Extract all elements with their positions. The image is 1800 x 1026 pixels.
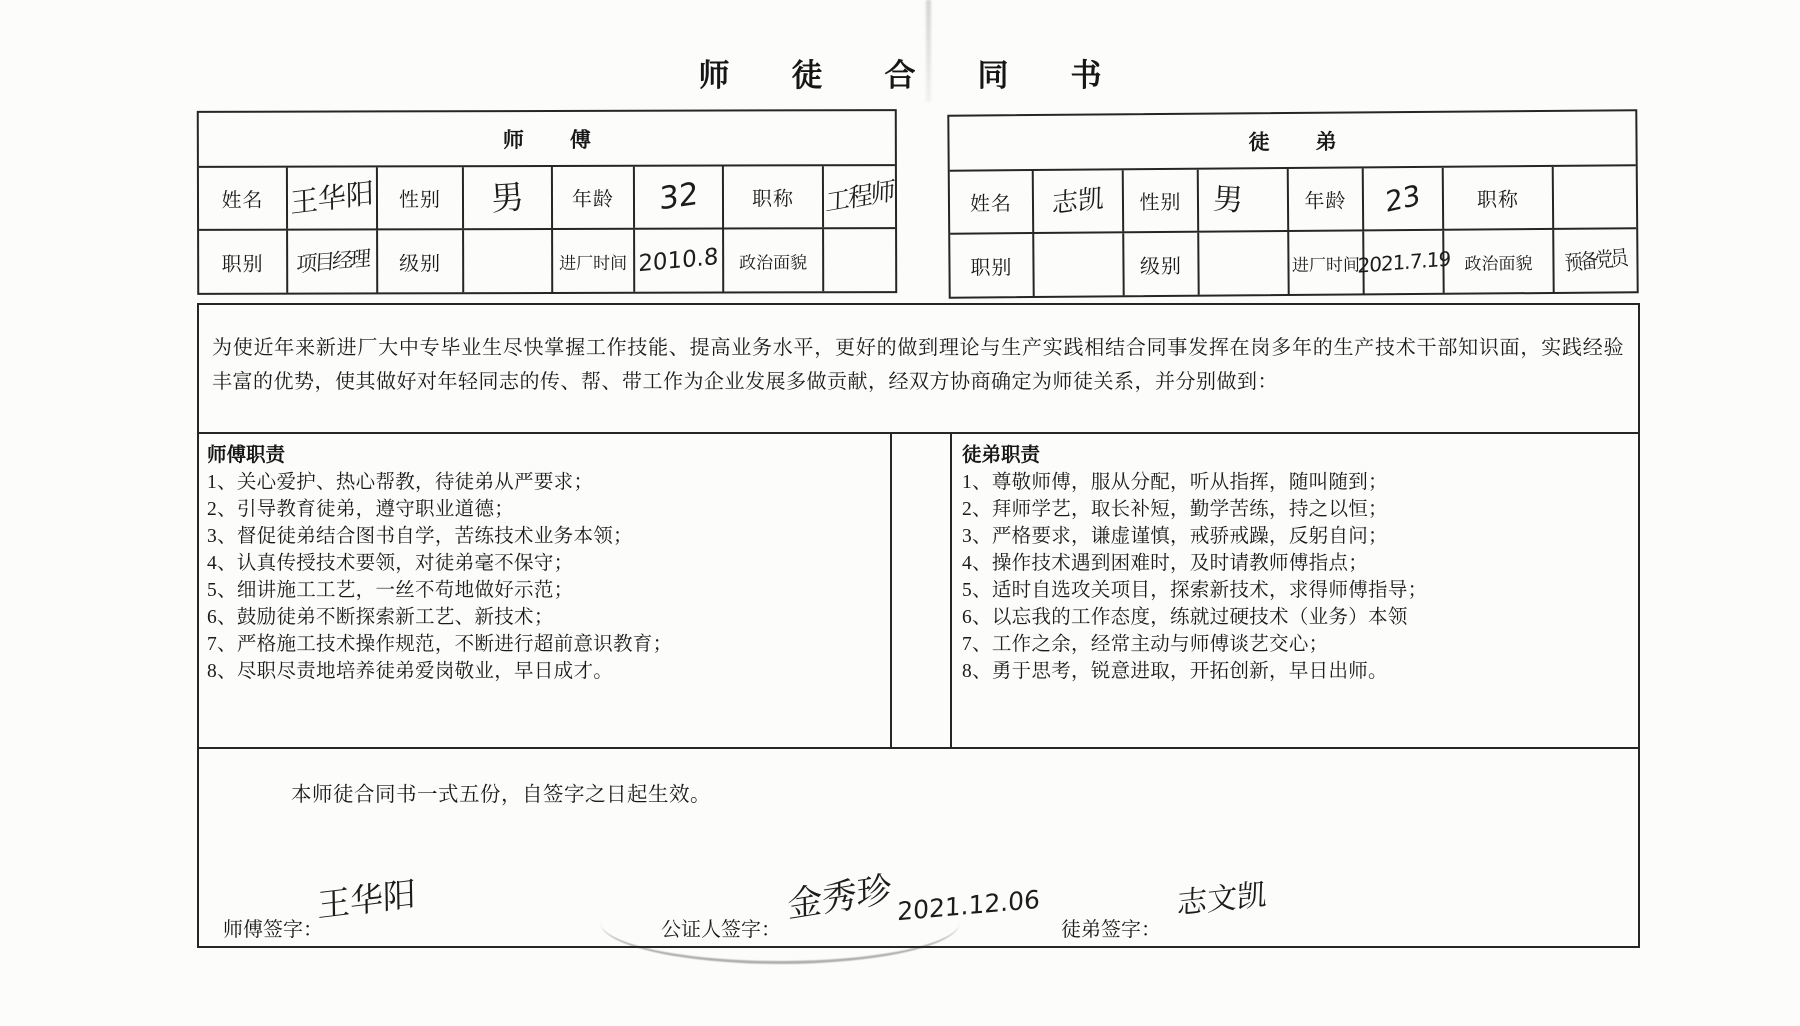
apprentice-title-label: 职称 <box>1442 167 1552 229</box>
apprentice-name-label: 姓名 <box>969 193 1013 216</box>
apprentice-entry-handwritten: 2021.7.19 <box>1356 246 1451 278</box>
master-signature-handwritten: 王华阳 <box>317 873 416 926</box>
apprentice-duty-item: 6、以忘我的工作态度，练就过硬技术（业务）本领 <box>962 607 1408 628</box>
master-age-cell <box>633 167 722 228</box>
apprentice-political-cell <box>1552 229 1636 292</box>
master-duty-item: 2、引导教育徒弟，遵守职业道德； <box>207 499 515 520</box>
apprentice-name-handwritten: 志凯 <box>1051 183 1105 220</box>
master-name-handwritten: 王华阳 <box>289 175 374 220</box>
apprentice-rank-label: 职别 <box>970 256 1013 280</box>
apprentice-duty-item: 3、严格要求，谦虚谨慎，戒骄戒躁，反躬自问； <box>962 526 1388 547</box>
sign-date-handwritten: 2021.12.06 <box>897 884 1041 927</box>
master-duty-item: 4、认真传授技术要领，对徒弟毫不保守； <box>207 553 574 574</box>
master-duty-item: 1、关心爱护、热心帮教，待徒弟从严要求； <box>207 472 594 493</box>
document-title: 师徒合同书 <box>698 58 1164 93</box>
contract-body-box <box>197 303 1640 948</box>
master-title-label: 职称 <box>722 166 822 227</box>
notary-sign-label: 公证人签字： <box>661 919 781 941</box>
apprentice-sign-label: 徒弟签字： <box>1061 919 1161 941</box>
master-entry-label: 进厂时间 <box>551 230 633 292</box>
master-political-cell <box>822 229 895 291</box>
master-duty-item: 3、督促徒弟结合图书自学，苦练技术业务本领； <box>207 526 633 547</box>
master-entry-cell <box>633 230 722 292</box>
apprentice-duty-item: 7、工作之余，经常主动与师傅谈艺交心； <box>962 634 1329 655</box>
master-duties-title: 师傅职责 <box>207 445 286 466</box>
master-political-label: 政治面貌 <box>722 229 822 291</box>
master-section-title: 师傅 <box>502 127 637 152</box>
master-gender-cell <box>462 167 551 228</box>
effectiveness-note: 本师徒合同书一式五份，自签字之日起生效。 <box>291 784 711 806</box>
apprentice-gender-handwritten: 男 <box>1211 181 1245 218</box>
master-duty-item: 5、细讲施工工艺，一丝不苟地做好示范； <box>207 580 574 601</box>
apprentice-age-cell <box>1362 168 1442 230</box>
apprentice-duty-item: 2、拜师学艺，取长补短，勤学苦练，持之以恒； <box>962 499 1388 520</box>
apprentice-entry-cell <box>1356 231 1451 294</box>
apprentice-duty-item: 1、尊敬师傅，服从分配，听从指挥，随叫随到； <box>962 472 1388 493</box>
master-rank-label: 职别 <box>221 253 264 276</box>
master-age-label: 年龄 <box>551 167 633 228</box>
apprentice-title-cell <box>1552 166 1636 228</box>
master-duty-item: 7、严格施工技术操作规范，不断进行超前意识教育； <box>207 634 673 655</box>
intro-paragraph: 为使近年来新进厂大中专毕业生尽快掌握工作技能、提高业务水平，更好的做到理论与生产实践相结合同事发挥在岗多年的生产技术干部知识面，实践经验丰富的优势，使其做好对年轻同志的传、帮、带工作为企业发展多做贡献，经双方协商确定为师徒关系，并分别做到： <box>212 337 1624 393</box>
master-duty-item: 6、鼓励徒弟不断探索新工艺、新技术； <box>207 607 554 628</box>
master-gender-handwritten: 男 <box>489 176 526 219</box>
master-title-cell <box>822 166 895 227</box>
master-duty-item: 8、尽职尽责地培养徒弟爱岗敬业，早日成才。 <box>207 661 614 682</box>
master-rank-handwritten: 项目经理 <box>295 245 369 277</box>
apprentice-age-label: 年龄 <box>1287 168 1362 230</box>
apprentice-gender-cell <box>1197 169 1287 231</box>
apprentice-section-title: 徒弟 <box>1248 128 1383 154</box>
master-title-handwritten: 工程师 <box>825 175 894 218</box>
apprentice-political-handwritten: 预备党员 <box>1563 245 1628 275</box>
apprentice-level-cell <box>1197 232 1287 295</box>
apprentice-age-handwritten: 23 <box>1384 177 1422 219</box>
apprentice-entry-label: 进厂时间 <box>1287 231 1362 294</box>
master-gender-label: 性别 <box>376 167 462 228</box>
master-info-table <box>197 109 897 295</box>
apprentice-name-cell <box>1032 170 1122 232</box>
master-sign-label: 师傅签字： <box>223 919 323 941</box>
master-name-label: 姓名 <box>221 189 264 212</box>
divider-under-duties <box>199 747 1638 749</box>
apprentice-duty-item: 4、操作技术遇到困难时，及时请教师傅指点； <box>962 553 1369 574</box>
apprentice-duty-item: 5、适时自选攻关项目，探索新技术，求得师傅指导； <box>962 580 1428 601</box>
apprentice-duty-item: 8、勇于思考，锐意进取，开拓创新，早日出师。 <box>962 661 1388 682</box>
apprentice-duties-box <box>950 434 1640 747</box>
master-level-label: 级别 <box>376 230 462 292</box>
master-name-cell <box>286 167 376 228</box>
master-rank-cell <box>286 230 376 292</box>
apprentice-info-table <box>947 109 1638 298</box>
master-level-cell <box>462 230 551 292</box>
apprentice-political-label: 政治面貌 <box>1442 230 1552 293</box>
master-age-handwritten: 32 <box>658 175 699 218</box>
master-duties-box <box>199 434 892 747</box>
apprentice-gender-label: 性别 <box>1122 170 1197 232</box>
apprentice-duties-title: 徒弟职责 <box>962 445 1041 466</box>
master-entry-handwritten: 2010.8 <box>638 243 719 277</box>
apprentice-rank-cell <box>1032 233 1122 296</box>
apprentice-level-label: 级别 <box>1122 233 1197 296</box>
notary-signature-handwritten: 金秀珍 <box>787 869 892 927</box>
apprentice-signature-handwritten: 志文凯 <box>1176 877 1268 922</box>
